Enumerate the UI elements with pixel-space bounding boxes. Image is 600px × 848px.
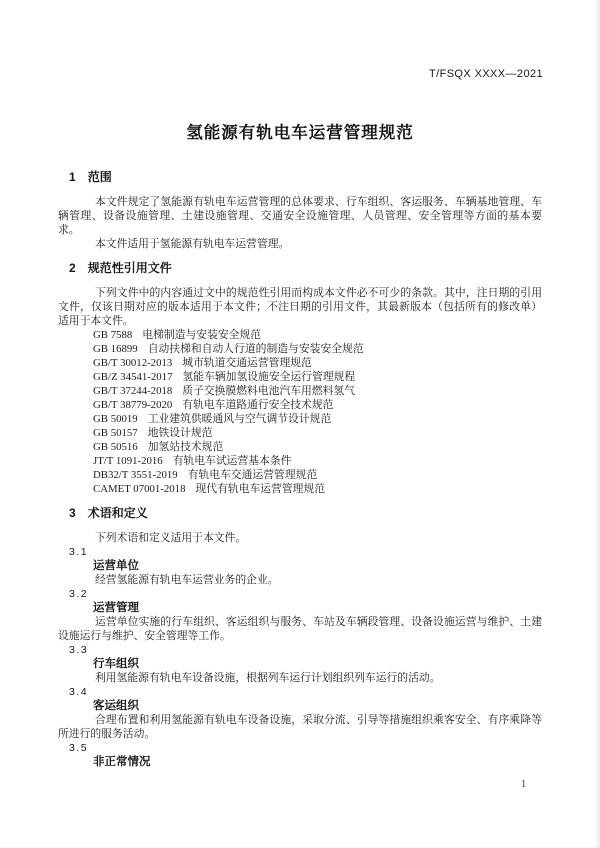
reference-title: 地铁设计规范 [147,427,213,439]
section [58,506,542,769]
reference-title: 有轨电车道路通行安全技术规范 [182,399,334,411]
term-name: 行车组织 [93,658,139,670]
reference-code: GB 50019 [93,413,138,425]
reference-title: 有轨电车交通运营管理规范 [187,469,318,481]
section-number: 3 [69,506,76,520]
page-number: 1 [521,779,527,790]
document-body [58,170,542,769]
reference-title: 城市轨道交通运营管理规范 [182,357,312,369]
reference-item [58,426,542,440]
section-number: 1 [69,170,76,184]
reference-item [58,370,542,384]
section [58,170,542,251]
term-name: 客运组织 [93,700,139,712]
term-number: 3.5 [69,742,89,754]
term-block [58,643,542,685]
reference-item [58,454,542,468]
reference-item [58,356,542,370]
reference-item [58,440,542,454]
section-heading [58,506,542,520]
term-definition: 合理布置和利用氢能源有轨电车设备设施，采取分流、引导等措施组织乘客安全、有序乘降等所进行的服务活动。 [58,714,542,740]
reference-title: 氢能车辆加氢设施安全运行管理规程 [182,371,356,383]
reference-title: 电梯制造与安装安全规范 [142,329,262,341]
reference-title: 自动扶梯和自动人行道的制造与安装安全规范 [147,343,364,355]
reference-code: GB 16899 [93,343,138,355]
reference-item [58,482,542,496]
reference-item [58,412,542,426]
section-title: 规范性引用文件 [87,261,172,275]
reference-code: JT/T 1091-2016 [93,455,163,467]
reference-item [58,384,542,398]
reference-title: 有轨电车试运营基本条件 [172,455,292,467]
reference-code: GB/T 30012-2013 [93,357,173,369]
term-number: 3.1 [69,546,89,558]
paragraph: 下列术语和定义适用于本文件。 [95,532,247,544]
reference-item [58,342,542,356]
term-name: 运营管理 [93,602,139,614]
term-name: 运营单位 [93,560,139,572]
reference-code: GB/Z 34541-2017 [93,371,173,383]
page-title: 氢能源有轨电车运营管理规范 [186,124,414,142]
reference-code: GB/T 38779-2020 [93,399,173,411]
section-heading [58,170,542,184]
term-definition: 利用氢能源有轨电车设备设施，根据列车运行计划组织列车运行的活动。 [95,672,441,684]
reference-code: GB 50157 [93,427,138,439]
section-heading [58,261,542,275]
reference-code: GB/T 37244-2018 [93,385,173,397]
reference-item [58,468,542,482]
term-number: 3.2 [69,588,89,600]
term-number: 3.4 [69,686,89,698]
reference-code: CAMET 07001-2018 [93,483,186,495]
term-definition: 运营单位实施的行车组织、客运组织与服务、车站及车辆段管理、设备设施运营与维护、土建设施运行与维护、安全管理等工作。 [58,616,542,642]
reference-title: 质子交换膜燃料电池汽车用燃料氢气 [182,385,356,397]
section-title: 术语和定义 [87,506,148,520]
reference-title: 现代有轨电车运营管理规范 [195,483,326,495]
paragraph: 本文件规定了氢能源有轨电车运营管理的总体要求、行车组织、客运服务、车辆基地管理、车辆管理、设备设施管理、土建设施管理、交通安全设施管理、人员管理、安全管理等方面的基本要求。 [58,196,542,236]
reference-code: GB 7588 [93,329,133,341]
section-number: 2 [69,261,76,275]
term-block [58,545,542,587]
term-number: 3.3 [69,644,89,656]
section-title: 范围 [87,170,112,184]
term-block [58,741,542,769]
term-block [58,685,542,741]
reference-title: 工业建筑供暖通风与空气调节设计规范 [147,413,332,425]
reference-code: GB 50516 [93,441,138,453]
doc-code: T/FSQX XXXX—2021 [429,68,543,80]
paragraph: 本文件适用于氢能源有轨电车运营管理。 [95,238,290,250]
paragraph: 下列文件中的内容通过文中的规范性引用而构成本文件必不可少的条款。其中，注日期的引用文件，仅该日期对应的版本适用于本文件；不注日期的引用文件，其最新版本（包括所有的修改单）适用于本文件。 [58,287,542,327]
reference-item [58,328,542,342]
term-definition: 经营氢能源有轨电车运营业务的企业。 [95,574,279,586]
section [58,261,542,496]
reference-title: 加氢站技术规范 [147,441,224,453]
term-block [58,587,542,643]
reference-item [58,398,542,412]
term-name: 非正常情况 [93,756,151,768]
reference-code: DB32/T 3551-2019 [93,469,178,481]
